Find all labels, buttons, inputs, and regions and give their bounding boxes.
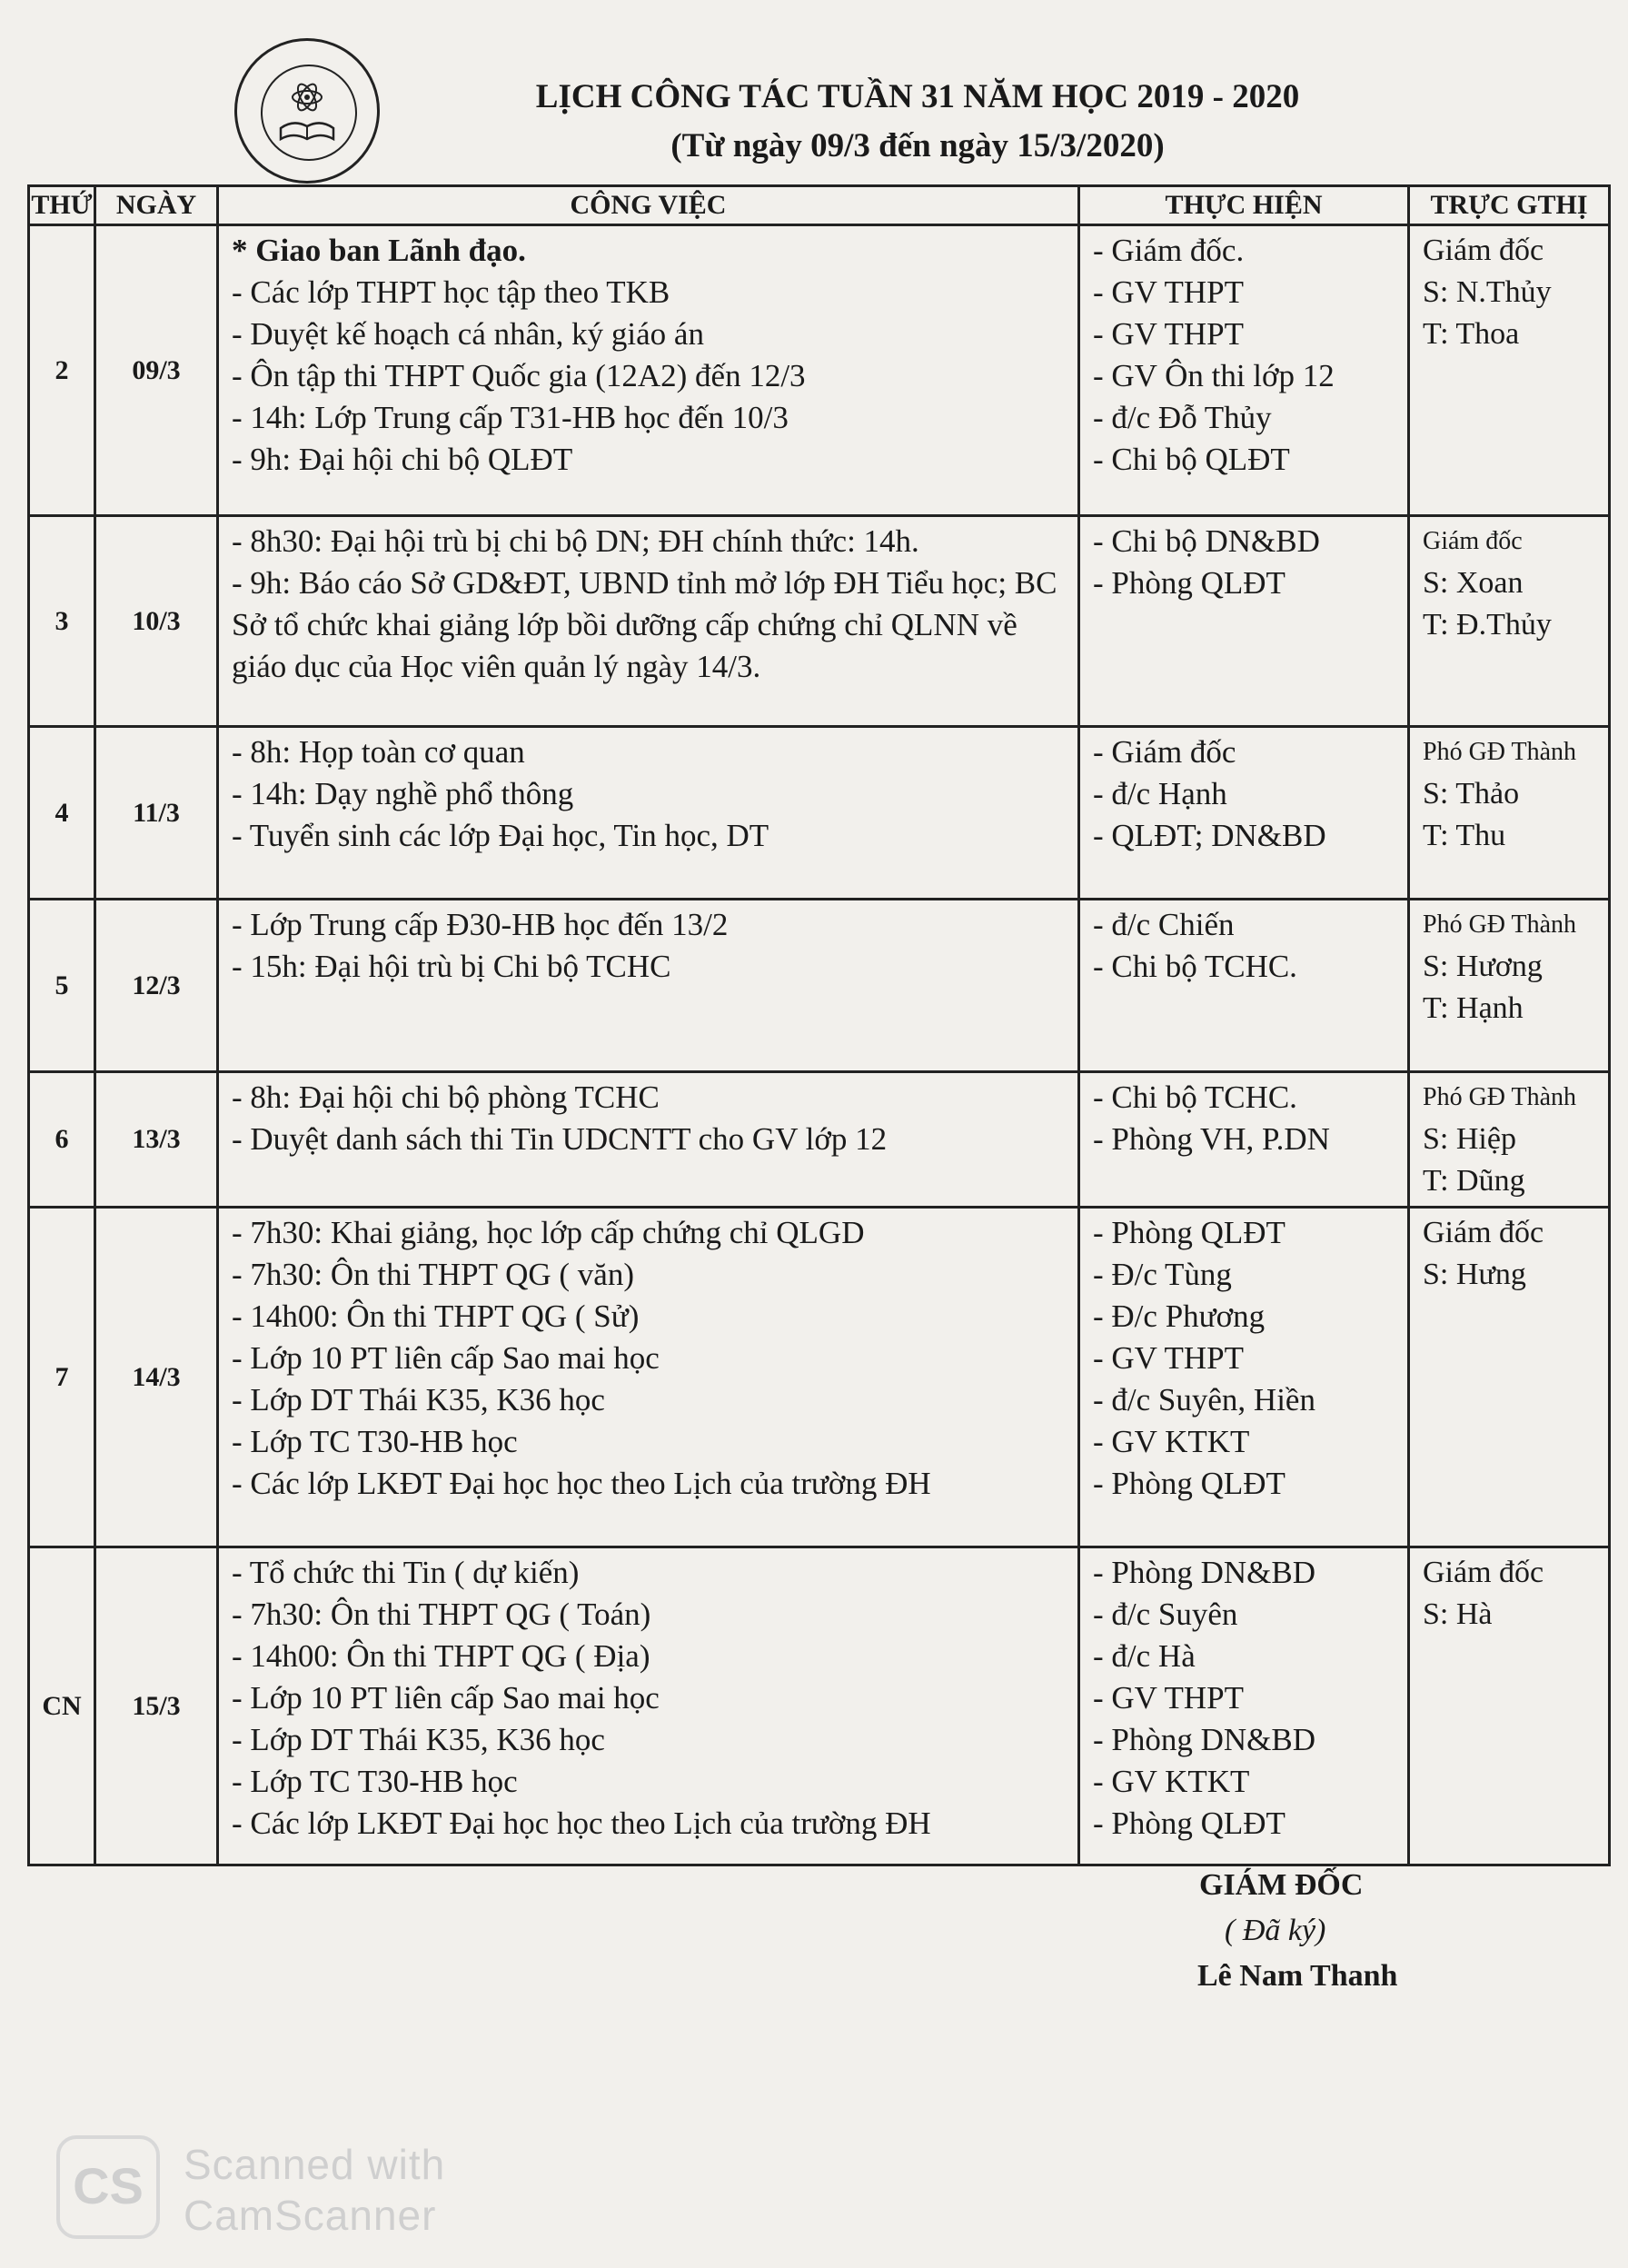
signature-name: Lê Nam Thanh — [1197, 1959, 1398, 1993]
table-row — [29, 900, 1610, 1072]
row-duty — [1409, 1072, 1610, 1208]
work-item: - 7h30: Khai giảng, học lớp cấp chứng chỉ QLGD — [232, 1215, 865, 1250]
work-item: - Các lớp THPT học tập theo TKB — [232, 274, 670, 310]
work-item: - 9h: Báo cáo Sở GD&ĐT, UBND tỉnh mở lớp ĐH Tiểu học; BC Sở tổ chức khai giảng lớp bồi dưỡng cấp chứng chỉ QLNN về giáo dục của Học viên quản lý ngày 14/3. — [232, 565, 1057, 684]
row-day: 4 — [29, 727, 95, 900]
work-item: - Tuyển sinh các lớp Đại học, Tin học, DT — [232, 818, 769, 853]
implementer-item: - đ/c Suyên, Hiền — [1093, 1382, 1315, 1418]
work-item: - 8h30: Đại hội trù bị chi bộ DN; ĐH chính thức: 14h. — [232, 523, 919, 559]
implementer-item: - Phòng QLĐT — [1093, 1215, 1286, 1250]
duty-item: S: Thảo — [1423, 777, 1520, 811]
column-header-thu: THỨ — [29, 186, 95, 225]
duty-item: T: Đ.Thủy — [1423, 608, 1552, 642]
duty-item: S: Hà — [1423, 1597, 1493, 1631]
implementer-item: - Phòng DN&BD — [1093, 1722, 1316, 1757]
implementer-item: - GV THPT — [1093, 1680, 1244, 1716]
duty-item: Phó GĐ Thành — [1423, 738, 1577, 766]
work-item: - 15h: Đại hội trù bị Chi bộ TCHC — [232, 949, 671, 984]
row-day: 7 — [29, 1208, 95, 1547]
school-seal-logo — [234, 38, 380, 184]
implementer-item: - đ/c Hà — [1093, 1638, 1196, 1674]
work-item: - 14h: Dạy nghề phổ thông — [232, 776, 574, 811]
row-duty — [1409, 516, 1610, 727]
work-item: - Lớp 10 PT liên cấp Sao mai học — [232, 1340, 660, 1376]
row-work — [218, 1208, 1079, 1547]
work-item: - Các lớp LKĐT Đại học học theo Lịch của trường ĐH — [232, 1805, 931, 1841]
implementer-item: - GV Ôn thi lớp 12 — [1093, 358, 1335, 393]
row-day: CN — [29, 1547, 95, 1865]
watermark-text — [184, 2139, 445, 2241]
implementer-item: - GV THPT — [1093, 316, 1244, 352]
duty-item: Giám đốc — [1423, 234, 1544, 267]
work-item: - 8h: Đại hội chi bộ phòng TCHC — [232, 1079, 660, 1115]
work-item: - Lớp TC T30-HB học — [232, 1424, 518, 1459]
row-duty — [1409, 900, 1610, 1072]
signature-title: GIÁM ĐỐC — [1199, 1868, 1364, 1902]
row-implementer — [1079, 516, 1409, 727]
implementer-item: - Chi bộ TCHC. — [1093, 949, 1297, 984]
work-item: - Lớp Trung cấp Đ30-HB học đến 13/2 — [232, 907, 729, 942]
row-work — [218, 1547, 1079, 1865]
work-item: - Lớp TC T30-HB học — [232, 1764, 518, 1799]
implementer-item: - Chi bộ TCHC. — [1093, 1079, 1297, 1115]
duty-item: Giám đốc — [1423, 527, 1523, 555]
duty-item: S: Xoan — [1423, 566, 1524, 600]
row-duty — [1409, 1208, 1610, 1547]
row-day: 6 — [29, 1072, 95, 1208]
row-date: 12/3 — [95, 900, 218, 1072]
work-item: - Duyệt danh sách thi Tin UDCNTT cho GV lớp 12 — [232, 1121, 888, 1157]
table-row — [29, 1072, 1610, 1208]
document-title: LỊCH CÔNG TÁC TUẦN 31 NĂM HỌC 2019 - 2020 — [535, 78, 1300, 115]
row-day: 2 — [29, 225, 95, 516]
work-item: - Lớp DT Thái K35, K36 học — [232, 1382, 605, 1418]
work-item: - 7h30: Ôn thi THPT QG ( Toán) — [232, 1597, 651, 1632]
duty-item: Giám đốc — [1423, 1216, 1544, 1249]
row-date: 10/3 — [95, 516, 218, 727]
watermark-line1: Scanned with — [184, 2141, 446, 2188]
work-item: - Lớp DT Thái K35, K36 học — [232, 1722, 605, 1757]
implementer-item: - GV THPT — [1093, 274, 1244, 310]
row-duty — [1409, 727, 1610, 900]
work-item: - 14h00: Ôn thi THPT QG ( Địa) — [232, 1638, 650, 1674]
duty-item: Giám đốc — [1423, 1556, 1544, 1589]
signature-status: ( Đã ký) — [1225, 1914, 1326, 1947]
row-implementer — [1079, 1072, 1409, 1208]
work-item: - 14h00: Ôn thi THPT QG ( Sử) — [232, 1298, 640, 1334]
row-day: 3 — [29, 516, 95, 727]
row-date: 15/3 — [95, 1547, 218, 1865]
duty-item: S: Hương — [1423, 950, 1543, 983]
row-duty — [1409, 225, 1610, 516]
row-implementer — [1079, 1208, 1409, 1547]
schedule-table — [27, 184, 1611, 1866]
document-subtitle: (Từ ngày 09/3 đến ngày 15/3/2020) — [670, 127, 1165, 164]
work-item: - 14h: Lớp Trung cấp T31-HB học đến 10/3 — [232, 400, 789, 435]
work-item: * Giao ban Lãnh đạo. — [232, 233, 526, 268]
implementer-item: - Phòng VH, P.DN — [1093, 1121, 1330, 1157]
row-day: 5 — [29, 900, 95, 1072]
duty-item: T: Thoa — [1423, 317, 1520, 351]
work-item: - Tổ chức thi Tin ( dự kiến) — [232, 1555, 580, 1590]
implementer-item: - Giám đốc. — [1093, 233, 1245, 268]
implementer-item: - đ/c Chiến — [1093, 907, 1235, 942]
implementer-item: - Chi bộ DN&BD — [1093, 523, 1320, 559]
duty-item: T: Dũng — [1423, 1164, 1525, 1198]
implementer-item: - Phòng QLĐT — [1093, 1466, 1286, 1501]
duty-item: S: Hưng — [1423, 1258, 1526, 1291]
row-work — [218, 516, 1079, 727]
work-item: - 8h: Họp toàn cơ quan — [232, 734, 525, 770]
camscanner-watermark — [56, 2135, 601, 2244]
implementer-item: - Phòng DN&BD — [1093, 1555, 1316, 1590]
row-duty — [1409, 1547, 1610, 1865]
row-date: 09/3 — [95, 225, 218, 516]
implementer-item: - Giám đốc — [1093, 734, 1236, 770]
table-row — [29, 1208, 1610, 1547]
signature-block — [1127, 1863, 1581, 1999]
work-item: - 9h: Đại hội chi bộ QLĐT — [232, 442, 573, 477]
duty-item: Phó GĐ Thành — [1423, 910, 1577, 939]
implementer-item: - Đ/c Phương — [1093, 1298, 1266, 1334]
work-item: - 7h30: Ôn thi THPT QG ( văn) — [232, 1257, 634, 1292]
implementer-item: - đ/c Suyên — [1093, 1597, 1238, 1632]
row-implementer — [1079, 727, 1409, 900]
row-work — [218, 900, 1079, 1072]
row-date: 13/3 — [95, 1072, 218, 1208]
implementer-item: - GV THPT — [1093, 1340, 1244, 1376]
duty-item: S: Hiệp — [1423, 1122, 1516, 1156]
row-work — [218, 1072, 1079, 1208]
work-item: - Duyệt kế hoạch cá nhân, ký giáo án — [232, 316, 704, 352]
work-item: - Ôn tập thi THPT Quốc gia (12A2) đến 12/3 — [232, 358, 806, 393]
watermark-line2: CamScanner — [184, 2192, 437, 2239]
work-item: - Các lớp LKĐT Đại học học theo Lịch của trường ĐH — [232, 1466, 931, 1501]
implementer-item: - GV KTKT — [1093, 1424, 1250, 1459]
implementer-item: - Phòng QLĐT — [1093, 565, 1286, 601]
table-row — [29, 1547, 1610, 1865]
implementer-item: - đ/c Đỗ Thủy — [1093, 400, 1272, 435]
duty-item: T: Hạnh — [1423, 991, 1524, 1025]
row-implementer — [1079, 1547, 1409, 1865]
column-header-cong-viec: CÔNG VIỆC — [218, 186, 1079, 225]
duty-item: T: Thu — [1423, 819, 1506, 852]
work-item: - Lớp 10 PT liên cấp Sao mai học — [232, 1680, 660, 1716]
duty-item: Phó GĐ Thành — [1423, 1083, 1577, 1111]
implementer-item: - GV KTKT — [1093, 1764, 1250, 1799]
table-row — [29, 225, 1610, 516]
camscanner-logo-icon: CS — [56, 2135, 160, 2239]
table-row — [29, 516, 1610, 727]
table-header-row — [29, 186, 1610, 225]
implementer-item: - đ/c Hạnh — [1093, 776, 1227, 811]
document-header — [400, 73, 1435, 171]
row-implementer — [1079, 225, 1409, 516]
row-work — [218, 225, 1079, 516]
column-header-thuc-hien: THỰC HIỆN — [1079, 186, 1409, 225]
row-work — [218, 727, 1079, 900]
duty-item: S: N.Thủy — [1423, 275, 1552, 309]
implementer-item: - QLĐT; DN&BD — [1093, 818, 1326, 853]
row-date: 11/3 — [95, 727, 218, 900]
implementer-item: - Đ/c Tùng — [1093, 1257, 1232, 1292]
column-header-ngay: NGÀY — [95, 186, 218, 225]
implementer-item: - Chi bộ QLĐT — [1093, 442, 1290, 477]
implementer-item: - Phòng QLĐT — [1093, 1805, 1286, 1841]
row-implementer — [1079, 900, 1409, 1072]
column-header-truc: TRỰC GTHỊ — [1409, 186, 1610, 225]
row-date: 14/3 — [95, 1208, 218, 1547]
table-row — [29, 727, 1610, 900]
